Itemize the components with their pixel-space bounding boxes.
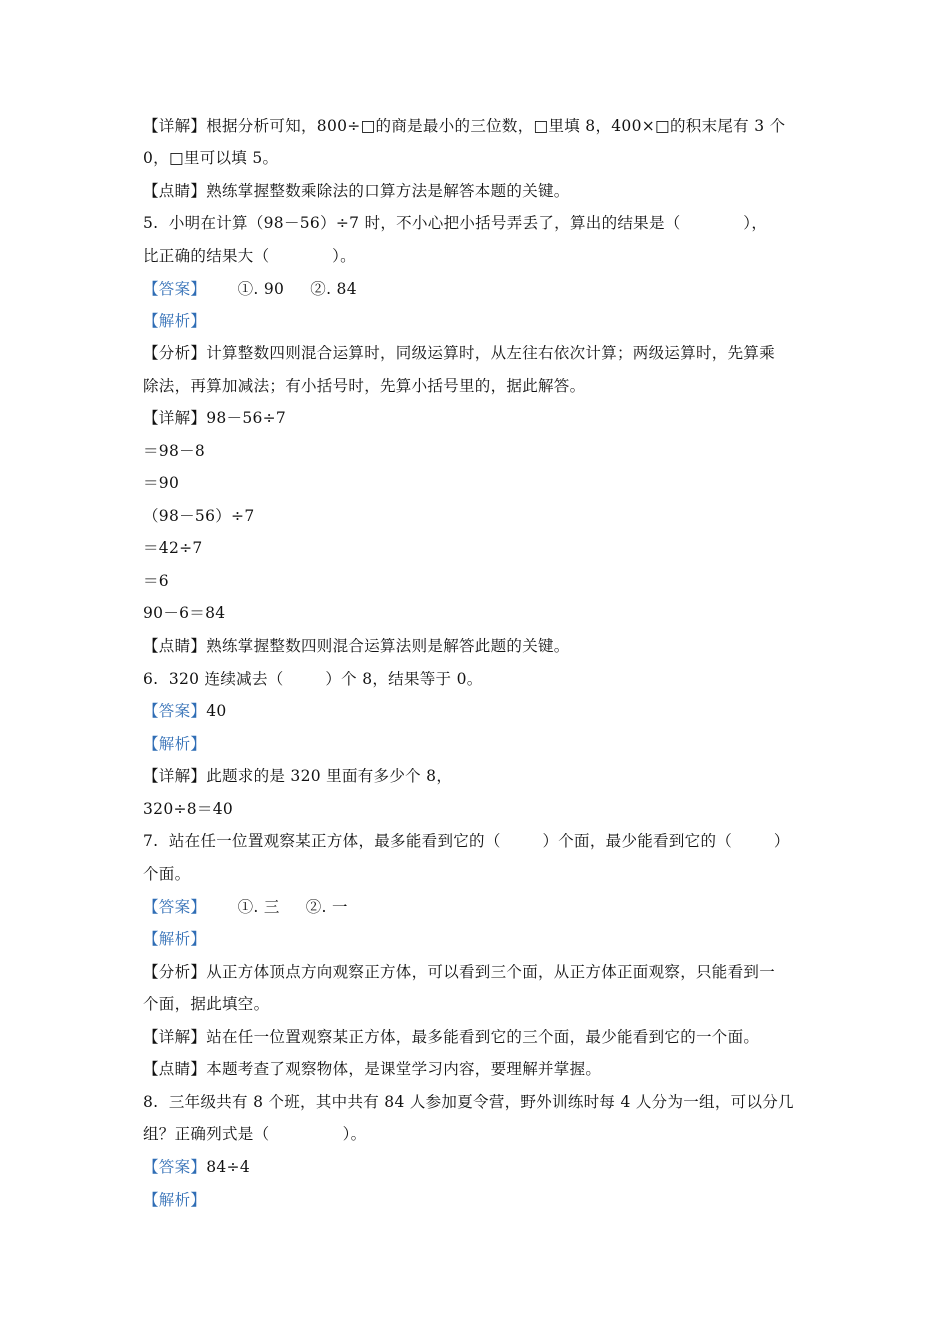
line-text: 熟练掌握整数乘除法的口算方法是解答本题的关键。: [206, 182, 570, 200]
section-tag: 【详解】: [143, 117, 207, 135]
line-text: 7. 站在任一位置观察某正方体，最多能看到它的（ ）个面，最少能看到它的（ ）: [143, 832, 790, 850]
line-text: 84÷4: [206, 1158, 250, 1176]
text-line: [143, 1189, 813, 1211]
text-line: [143, 115, 813, 137]
text-line: [143, 342, 813, 364]
line-text: 6. 320 连续减去（ ）个 8，结果等于 0。: [143, 670, 483, 688]
section-tag: 【解析】: [143, 930, 207, 948]
line-text: 此题求的是 320 里面有多少个 8，: [206, 767, 453, 785]
line-text: 40: [206, 702, 227, 720]
line-text: ＝98－8: [143, 442, 206, 460]
text-line: [143, 407, 813, 429]
section-tag: 【答案】: [143, 898, 207, 916]
line-text: 5. 小明在计算（98－56）÷7 时，不小心把小括号弄丢了，算出的结果是（ ），: [143, 214, 768, 232]
text-line: [143, 505, 813, 527]
text-line: [143, 147, 813, 169]
text-line: [143, 1156, 813, 1178]
text-line: [143, 1058, 813, 1080]
text-line: [143, 180, 813, 202]
line-text: 组？正确列式是（ ）。: [143, 1125, 367, 1143]
text-line: [143, 310, 813, 332]
line-text: （98－56）÷7: [143, 507, 255, 525]
section-tag: 【解析】: [143, 312, 207, 330]
text-line: [143, 635, 813, 657]
section-tag: 【点睛】: [143, 637, 207, 655]
line-text: 根据分析可知，800÷□的商是最小的三位数，□里填 8，400×□的积末尾有 3 个: [206, 117, 786, 135]
line-text: 比正确的结果大（ ）。: [143, 247, 356, 265]
line-text: 90－6＝84: [143, 604, 226, 622]
text-line: [143, 798, 813, 820]
line-text: 本题考查了观察物体，是课堂学习内容，要理解并掌握。: [206, 1060, 602, 1078]
text-line: [143, 896, 813, 918]
text-line: [143, 830, 813, 852]
line-text: 个面，据此填空。: [143, 995, 270, 1013]
line-text: 98－56÷7: [206, 409, 287, 427]
section-tag: 【答案】: [143, 702, 207, 720]
text-line: [143, 863, 813, 885]
text-line: [143, 668, 813, 690]
line-text: ＝90: [143, 474, 180, 492]
text-line: [143, 928, 813, 950]
text-line: [143, 993, 813, 1015]
text-line: [143, 212, 813, 234]
text-line: [143, 245, 813, 267]
text-line: [143, 1026, 813, 1048]
line-text: ＝6: [143, 572, 169, 590]
text-line: [143, 961, 813, 983]
text-line: [143, 278, 813, 300]
line-text: 熟练掌握整数四则混合运算法则是解答此题的关键。: [206, 637, 570, 655]
line-text: 0，□里可以填 5。: [143, 149, 279, 167]
text-line: [143, 765, 813, 787]
line-text: 计算整数四则混合运算时，同级运算时，从左往右依次计算；两级运算时，先算乘: [206, 344, 776, 362]
line-text: 从正方体顶点方向观察正方体，可以看到三个面，从正方体正面观察，只能看到一: [206, 963, 776, 981]
line-text: 站在任一位置观察某正方体，最多能看到它的三个面，最少能看到它的一个面。: [206, 1028, 760, 1046]
text-line: [143, 602, 813, 624]
line-text: ①. 90 ②. 84: [206, 280, 357, 298]
line-text: 8. 三年级共有 8 个班，其中共有 84 人参加夏令营，野外训练时每 4 人分为一组，可以分几: [143, 1093, 794, 1111]
section-tag: 【详解】: [143, 409, 207, 427]
line-text: 320÷8＝40: [143, 800, 234, 818]
text-line: [143, 472, 813, 494]
section-tag: 【解析】: [143, 1191, 207, 1209]
section-tag: 【点睛】: [143, 1060, 207, 1078]
section-tag: 【答案】: [143, 280, 207, 298]
section-tag: 【点睛】: [143, 182, 207, 200]
section-tag: 【详解】: [143, 1028, 207, 1046]
text-line: [143, 537, 813, 559]
section-tag: 【分析】: [143, 963, 207, 981]
text-line: [143, 1091, 813, 1113]
text-line: [143, 733, 813, 755]
text-line: [143, 440, 813, 462]
line-text: ＝42÷7: [143, 539, 203, 557]
text-line: [143, 700, 813, 722]
section-tag: 【解析】: [143, 735, 207, 753]
line-text: 除法，再算加减法；有小括号时，先算小括号里的，据此解答。: [143, 377, 586, 395]
text-line: [143, 375, 813, 397]
line-text: 个面。: [143, 865, 191, 883]
text-line: [143, 570, 813, 592]
section-tag: 【详解】: [143, 767, 207, 785]
section-tag: 【答案】: [143, 1158, 207, 1176]
text-line: [143, 1123, 813, 1145]
section-tag: 【分析】: [143, 344, 207, 362]
line-text: ①. 三 ②. 一: [206, 898, 348, 916]
